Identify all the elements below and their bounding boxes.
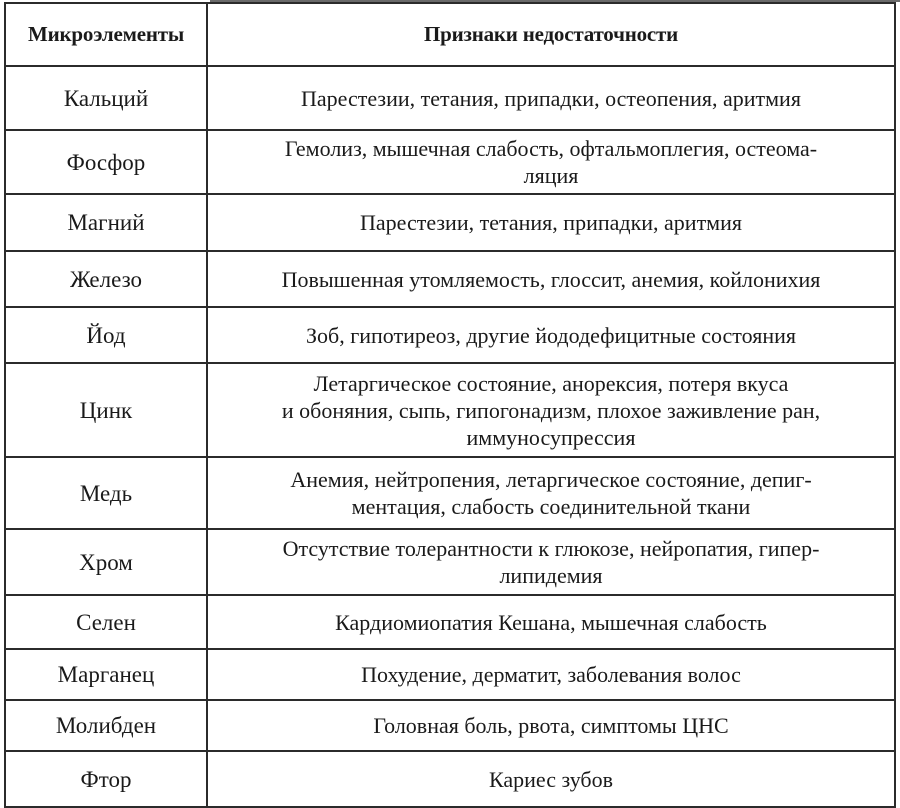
microelement-name: Магний — [5, 194, 207, 251]
table-row — [5, 649, 895, 700]
microelement-name: Цинк — [5, 363, 207, 457]
header-deficiency-signs: Признаки недостаточности — [207, 3, 895, 66]
deficiency-signs: Отсутствие толерантности к глюкозе, нейропатия, гипер- липидемия — [207, 529, 895, 595]
table-row — [5, 363, 895, 457]
table-body — [5, 66, 895, 807]
header-row — [5, 3, 895, 66]
table-row — [5, 529, 895, 595]
table-row — [5, 700, 895, 751]
table-row — [5, 194, 895, 251]
table-row — [5, 251, 895, 307]
table-row — [5, 66, 895, 130]
table-row — [5, 457, 895, 529]
microelement-name: Хром — [5, 529, 207, 595]
deficiency-signs: Головная боль, рвота, симптомы ЦНС — [207, 700, 895, 751]
deficiency-signs: Кариес зубов — [207, 751, 895, 807]
microelement-name: Молибден — [5, 700, 207, 751]
microelement-name: Селен — [5, 595, 207, 649]
table-row — [5, 595, 895, 649]
microelement-name: Кальций — [5, 66, 207, 130]
microelement-name: Железо — [5, 251, 207, 307]
deficiency-signs: Кардиомиопатия Кешана, мышечная слабость — [207, 595, 895, 649]
microelement-name: Марганец — [5, 649, 207, 700]
deficiency-signs: Парестезии, тетания, припадки, остеопения, аритмия — [207, 66, 895, 130]
deficiency-signs: Зоб, гипотиреоз, другие йододефицитные состояния — [207, 307, 895, 363]
table-row — [5, 130, 895, 194]
microelement-name: Фтор — [5, 751, 207, 807]
microelement-name: Йод — [5, 307, 207, 363]
microelements-table — [4, 2, 896, 808]
microelement-name: Медь — [5, 457, 207, 529]
deficiency-signs: Гемолиз, мышечная слабость, офтальмоплегия, остеома- ляция — [207, 130, 895, 194]
table-row — [5, 307, 895, 363]
header-microelements: Микроэлементы — [5, 3, 207, 66]
table-row — [5, 751, 895, 807]
deficiency-signs: Повышенная утомляемость, глоссит, анемия, койлонихия — [207, 251, 895, 307]
deficiency-signs: Анемия, нейтропения, летаргическое состояние, депиг- ментация, слабость соединительной ткани — [207, 457, 895, 529]
deficiency-signs: Летаргическое состояние, анорексия, потеря вкуса и обоняния, сыпь, гипогонадизм, плохое заживление ран, иммуносупрессия — [207, 363, 895, 457]
deficiency-signs: Парестезии, тетания, припадки, аритмия — [207, 194, 895, 251]
microelement-name: Фосфор — [5, 130, 207, 194]
deficiency-signs: Похудение, дерматит, заболевания волос — [207, 649, 895, 700]
